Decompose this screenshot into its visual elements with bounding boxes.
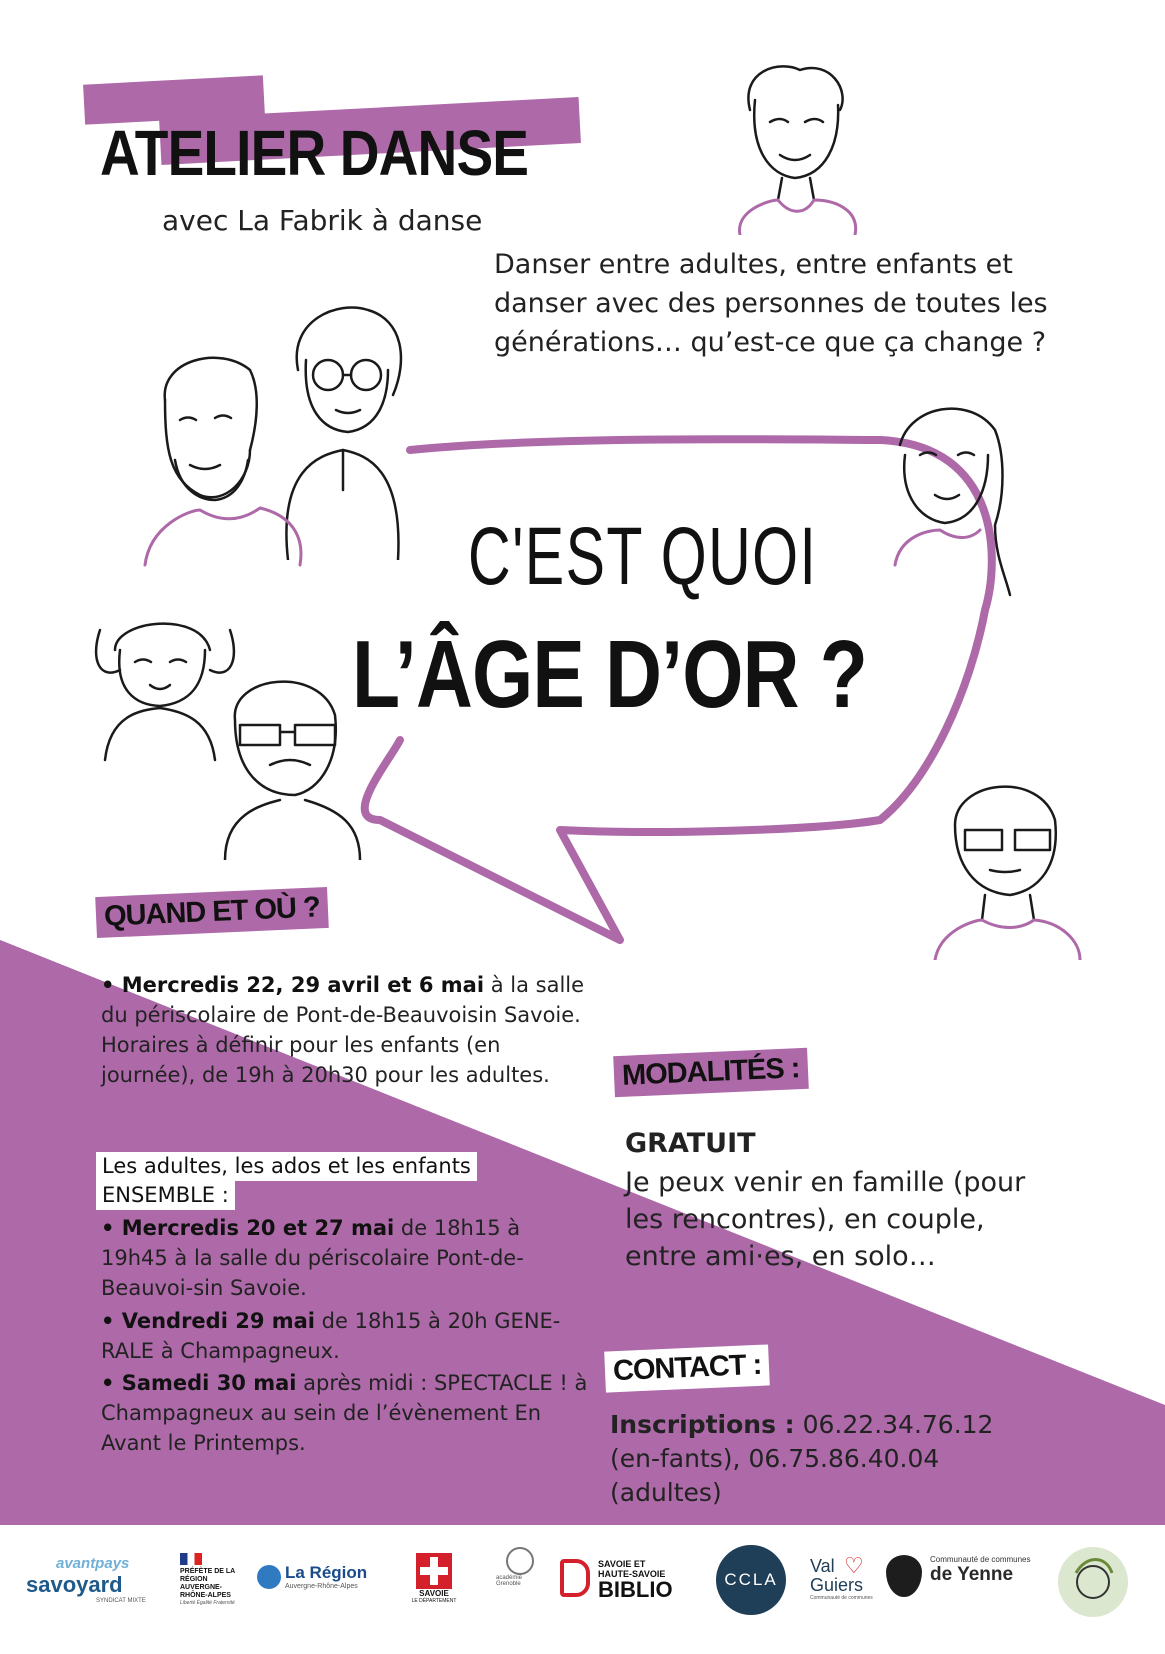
academie-icon — [506, 1547, 534, 1575]
ensemble-line-1: Les adultes, les ados et les enfants — [96, 1152, 477, 1181]
logo-yenne-top: Communauté de communes — [930, 1555, 1031, 1564]
quand-heading: QUAND ET OÙ ? — [103, 891, 321, 933]
logo-yenne — [886, 1555, 1031, 1586]
old-man-glasses-face-icon — [210, 660, 370, 860]
bubble-line-1: C'EST QUOI — [468, 511, 818, 602]
quand-dates-1: • Mercredis 22, 29 avril et 6 mai — [101, 973, 485, 997]
schedule-date-1: • Mercredis 20 et 27 mai — [101, 1216, 395, 1240]
intro-text: Danser entre adultes, entre enfants et danser avec des personnes de toutes les générations… qu’est-ce que ça change ? — [494, 249, 1048, 358]
logo-biblio-top: SAVOIE ET HAUTE-SAVOIE — [598, 1559, 666, 1579]
schedule-details-3: après midi : SPECTACLE ! à Champagneux au sein de l’évènement En Avant le Printemps. — [101, 1371, 588, 1455]
logo-biblio — [560, 1559, 678, 1601]
quand-details-1: à la salle du périscolaire de Pont-de-Beauvoisin Savoie. Horaires à définir pour les enfants (en journée), de 19h à 20h30 pour les adultes. — [101, 973, 585, 1087]
bubble-line-2: L’ÂGE D’OR ? — [352, 621, 867, 728]
schedule-item-1 — [101, 1213, 591, 1303]
page-title: ATELIER DANSE — [100, 117, 529, 189]
heart-icon: ♡ — [844, 1553, 864, 1578]
schedule-details-2: de 18h15 à 20h GENE-RALE à Champagneux. — [101, 1309, 561, 1363]
contact-text — [610, 1408, 1030, 1510]
logo-valguiers-1: Val — [810, 1556, 835, 1576]
logo-savoie — [408, 1553, 460, 1604]
yenne-leaf-icon — [886, 1555, 922, 1597]
logo-ccla-text: CCLA — [724, 1570, 778, 1589]
modalites-text: Je peux venir en famille (pour les rencontres), en couple, entre ami·es, en solo… — [625, 1167, 1026, 1272]
contact-phones: 06.22.34.76.12 (en-fants), 06.75.86.40.04 (adultes) — [610, 1410, 994, 1507]
contact-label: Inscriptions : — [610, 1410, 795, 1439]
contact-heading-tag — [604, 1344, 770, 1392]
region-icon — [257, 1565, 281, 1589]
logo-region-sub: Auvergne-Rhône-Alpes — [285, 1583, 358, 1590]
ensemble-label — [96, 1152, 477, 1210]
woman-face-icon — [720, 50, 880, 235]
modalites-heading-tag — [613, 1048, 808, 1097]
contact-heading: CONTACT : — [612, 1348, 762, 1388]
partner-logos-bar — [0, 1525, 1165, 1654]
gratuit-label: GRATUIT — [625, 1128, 756, 1159]
logo-savoie-sub: LE DÉPARTEMENT — [411, 1598, 457, 1604]
schedule-date-2: • Vendredi 29 mai — [101, 1309, 315, 1333]
schedule-details-1: de 18h15 à 19h45 à la salle du périscolaire Pont-de-Beauvoi-sin Savoie. — [101, 1216, 524, 1300]
logo-region-main: La Région — [285, 1563, 368, 1582]
quand-paragraph-1 — [101, 970, 591, 1090]
schedule-date-3: • Samedi 30 mai — [101, 1371, 297, 1395]
biblio-b-icon — [560, 1559, 590, 1597]
flag-icon — [180, 1553, 202, 1565]
logo-valguiers-2: Guiers — [810, 1575, 864, 1595]
page-subtitle: avec La Fabrik à danse — [162, 204, 483, 237]
logo-val-guiers — [810, 1553, 873, 1601]
logo-academie — [496, 1547, 538, 1587]
bearded-man-face-icon — [140, 340, 320, 570]
logo-avant-pays-sub: SYNDICAT MIXTE — [96, 1598, 146, 1604]
logo-biblio-main: BIBLIO — [598, 1577, 673, 1602]
logo-academie-text: académie Grenoble — [496, 1575, 523, 1587]
logo-savoie-text: SAVOIE — [419, 1589, 449, 1598]
schedule-item-2 — [101, 1306, 591, 1366]
modalites-heading: MODALITÉS : — [621, 1052, 801, 1092]
schedule-item-3 — [101, 1368, 591, 1458]
illustration-face-icon — [1056, 1545, 1130, 1619]
ensemble-line-2: ENSEMBLE : — [96, 1181, 235, 1210]
young-woman-face-icon — [880, 395, 1030, 605]
logo-avant-pays-main: savoyard — [26, 1572, 123, 1597]
logo-la-region — [257, 1563, 367, 1590]
logo-prefete-text: PRÉFÈTE DE LA RÉGION AUVERGNE-RHÔNE-ALPES — [180, 1568, 235, 1599]
savoie-cross-icon — [416, 1553, 452, 1589]
logo-prefete — [180, 1553, 240, 1606]
logo-avant-pays-savoyard — [26, 1555, 156, 1604]
logo-valguiers-sub: Communauté de communes — [810, 1595, 873, 1601]
logo-prefete-motto: Liberté Égalité Fraternité — [180, 1600, 235, 1606]
logo-avant-pays-top: avantpays — [56, 1555, 130, 1572]
man-glasses-face-icon — [930, 770, 1090, 960]
logo-yenne-main: de Yenne — [930, 1564, 1014, 1585]
logo-ccla — [716, 1545, 786, 1615]
